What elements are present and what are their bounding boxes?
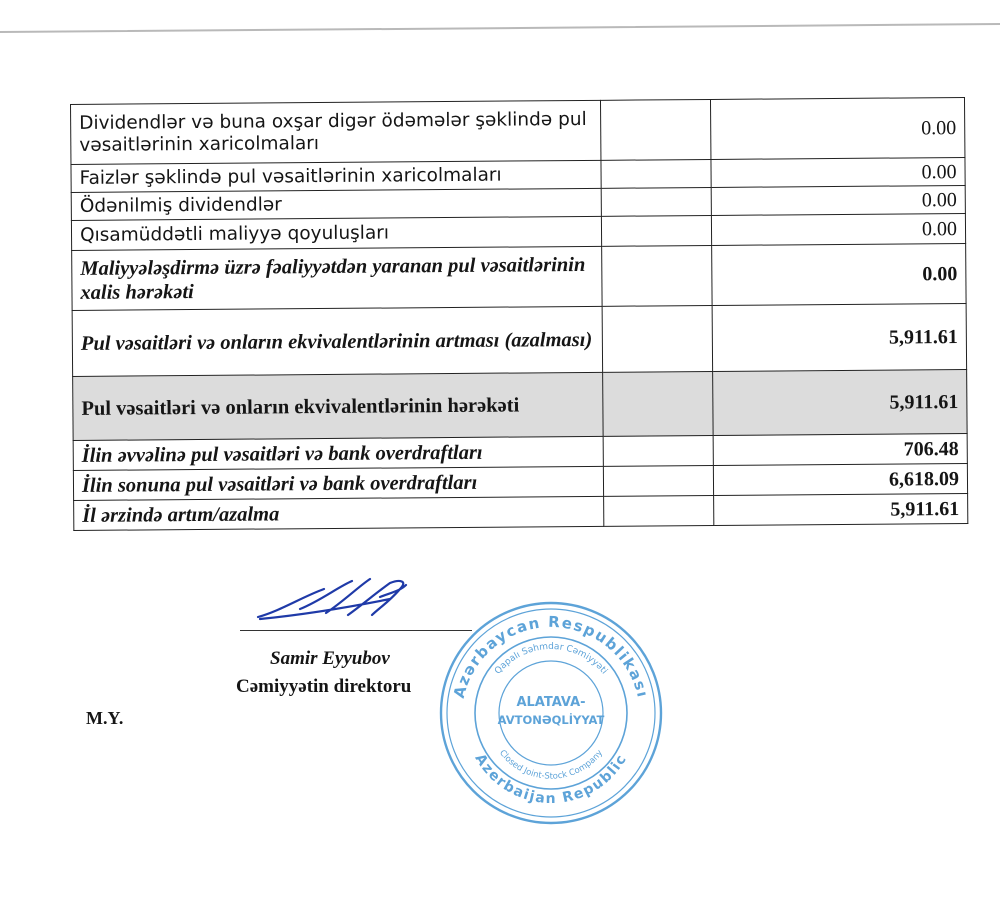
empty-cell — [602, 305, 713, 372]
stamp-center-line-1: ALATAVA- — [516, 695, 586, 710]
empty-cell — [603, 465, 713, 496]
empty-cell — [603, 435, 713, 466]
row-value: 0.00 — [711, 157, 965, 187]
row-value: 6,618.09 — [713, 463, 967, 495]
empty-cell — [604, 495, 714, 526]
stamp-outer-bottom-text: Azerbaijan Republic — [471, 751, 631, 807]
seal-place-mark: M.Y. — [86, 708, 124, 728]
cash-flow-table — [70, 97, 968, 531]
empty-cell — [600, 99, 710, 160]
svg-text:Qapalı Səhmdar Cəmiyyəti — [493, 642, 609, 676]
row-label: İlin sonuna pul vəsaitləri və bank overdraftları — [73, 466, 603, 500]
empty-cell — [601, 215, 711, 246]
row-value: 0.00 — [711, 213, 965, 245]
row-value: 5,911.61 — [714, 493, 968, 525]
row-value: 0.00 — [710, 97, 964, 159]
row-value: 0.00 — [712, 243, 966, 305]
row-label: İl ərzində artım/azalma — [74, 496, 604, 530]
row-value: 5,911.61 — [712, 303, 967, 371]
row-value: 5,911.61 — [713, 369, 967, 435]
row-label: Qısamüddətli maliyyə qoyuluşları — [71, 216, 601, 250]
row-label: Ödənilmiş dividendlər — [71, 188, 601, 220]
row-label: Faizlər şəklində pul vəsaitlərinin xaricolmaları — [71, 160, 601, 192]
table-row — [74, 493, 968, 530]
row-label: İlin əvvəlinə pul vəsaitləri və bank overdraftları — [73, 436, 603, 470]
empty-cell — [601, 159, 711, 188]
table-row — [72, 303, 966, 376]
table-row-highlight — [73, 369, 967, 440]
stamp-inner-top-text: Qapalı Səhmdar Cəmiyyəti — [493, 641, 610, 677]
stamp-center-line-2: AVTONƏQLİYYAT — [497, 713, 605, 727]
row-value: 0.00 — [711, 185, 965, 215]
table-row — [72, 243, 966, 310]
stamp-inner-bottom-text: Closed Joint-Stock Company — [496, 748, 606, 782]
company-seal-stamp — [436, 598, 666, 828]
signer-role: Cəmiyyətin direktoru — [236, 676, 412, 697]
empty-cell — [602, 245, 712, 306]
row-label: Pul vəsaitləri və onların ekvivalentlərinin artması (azalması) — [72, 306, 603, 376]
row-label: Pul vəsaitləri və onların ekvivalentlərinin hərəkəti — [73, 372, 603, 440]
signer-name: Samir Eyyubov — [270, 648, 390, 669]
empty-cell — [601, 187, 711, 216]
page-edge-line — [0, 18, 1000, 38]
empty-cell — [603, 371, 713, 436]
row-label: Maliyyələşdirmə üzrə fəaliyyətdən yaranan pul vəsaitlərinin xalis hərəkəti — [72, 246, 602, 310]
stamp-outer-top-text: Azərbaycan Respublikası — [449, 612, 653, 701]
row-value: 706.48 — [713, 433, 967, 465]
row-label: Dividendlər və buna oxşar digər ödəmələr şəklində pul vəsaitlərinin xaricolmaları — [71, 100, 601, 164]
table-row — [71, 97, 965, 164]
